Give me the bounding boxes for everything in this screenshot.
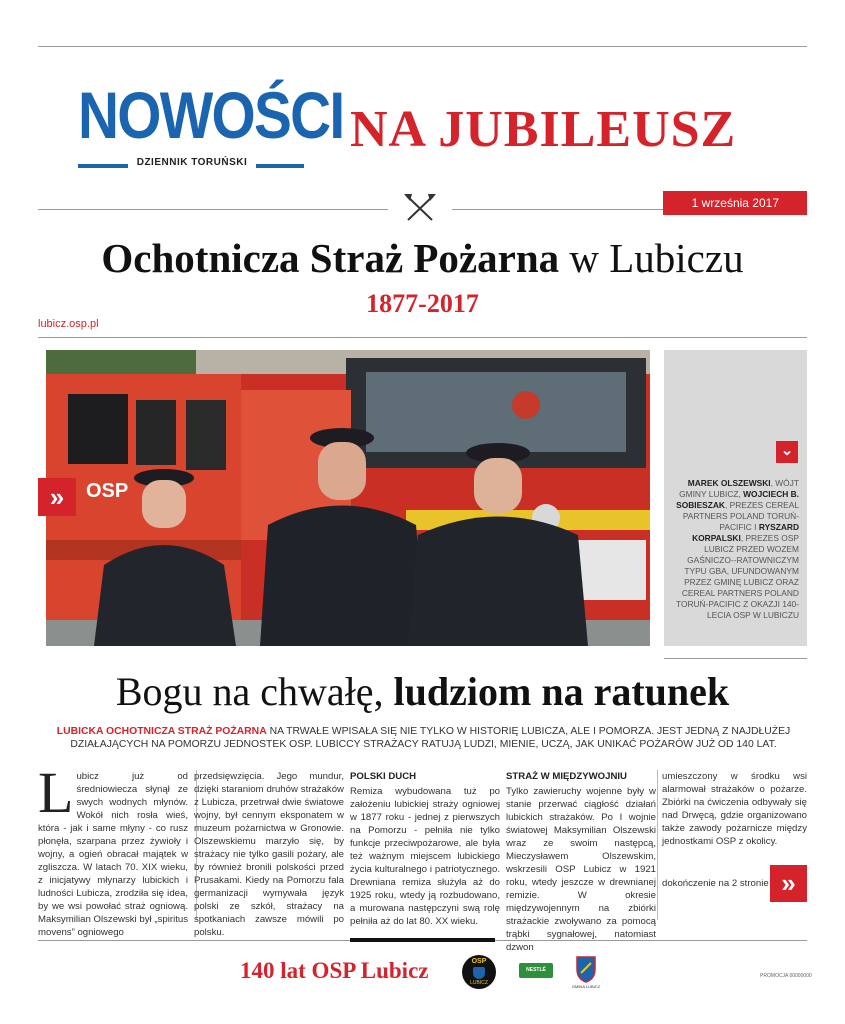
gmina-lubicz-label: GMINA LUBICZ <box>571 984 601 989</box>
caption-role2: , PREZES CEREAL PARTNERS POLAND TORUŃ-PACIFIC I <box>682 500 799 532</box>
gmina-lubicz-crest[interactable] <box>573 955 599 983</box>
article-column-2 <box>194 770 344 939</box>
column-4-text: Tylko zawieruchy wojenne były w stanie przerwać ciągłość działań lubickich strażaków. Po I wojnie światowej Maksymilian Olszewski wraz ze swoim następcą, Mieczysławem Olszewskim, wskrzesili OSP Lubicz w 1921 roku, wtedy jeszcze w drewnianej remizie. W okresie międzywojennym na zbiórki strażackie zwoływano za pomocą trąbki sygnałowej, natomiast dzwon <box>506 786 656 953</box>
caption-name3: RYSZARD KORPALSKI <box>692 522 799 543</box>
firefighters-photo-illustration <box>46 350 650 646</box>
main-headline <box>20 234 825 282</box>
issue-date-badge: 1 września 2017 <box>663 191 807 215</box>
masthead-rule-left <box>38 209 388 210</box>
continue-next-button[interactable]: » <box>770 865 807 902</box>
newspaper-logo[interactable]: NOWOŚCI <box>78 78 344 152</box>
column-divider-5 <box>657 770 658 920</box>
lead-text: NA TRWAŁE WPISAŁA SIĘ NIE TYLKO W HISTORIĘ LUBICZA, ALE I POMORZA. JEST JEDNĄ Z NAJDŁUŻEJ DZIAŁAJĄCYCH NA POMORZU JEDNOSTEK OSP. LUBICCY STRAŻACY RATUJĄ LUDZI, MIENIE, UCZĄ, JAK UNIKAĆ POŻARÓW JUŻ OD 140 LAT. <box>70 726 791 750</box>
crest-icon <box>573 955 599 983</box>
article-column-3 <box>350 770 500 928</box>
footer-title: 140 lat OSP Lubicz <box>240 958 429 983</box>
column-1-text: ubicz już od średniowiecza słynął ze swych wodnych młynów. Wokół nich rosła wieś, która - jak i same młyny - co rusz płonęła, szarpana przez żywioły i wojny, a ogień obracał majątek w zgliszcza. W latach 70. XIX wieku, z inicjatywy młynarzy lubickich i ludności Lubicza, zrodziła się idea, by we wsi powołać straż ogniową. Maksymilian Olszewski był „spiritus movens” ogniowego <box>38 771 188 938</box>
column-3-text: Remiza wybudowana tuż po założeniu lubickiej straży ogniowej w 1877 roku - jednej z pierwszych na Pomorzu - pełniła nie tylko funkcje przeciwpożarowe, ale była też ważnym miejscem lubickiego życia kulturalnego i patriotycznego. Drewniana remiza służyła aż do 1925 roku, wtedy ją rozbudowano, a murowana następczyni swą rolę pełniła aż do lat 80. XX wieku. <box>350 786 500 927</box>
section-title: NA JUBILEUSZ <box>350 101 737 158</box>
logo-subtitle: DZIENNIK TORUŃSKI <box>136 157 248 168</box>
caption-role1: , WÓJT GMINY LUBICZ, <box>679 478 799 499</box>
headline-bold: Ochotnicza Straż Pożarna <box>101 235 560 281</box>
column-2-text: przedsięwzięcia. Jego mundur, dzięki staraniom druhów strażaków z Lubicza, przetrwał dwie światowe wojny, był cennym eksponatem w muzeum pożarnictwa w Gronowie. Olszewskiemu marzyło się, by strażacy nie tylko gasili pożary, ale by również bronili polskości przed Prusakami. Kiedy na Pomorzu fala germanizacji wymywała język polski ze szkół, strażacy na spotkaniach zawsze mówili po polsku. <box>194 771 344 938</box>
continued-note[interactable]: dokończenie na 2 stronie <box>662 878 769 889</box>
article-title <box>20 668 825 715</box>
top-rule <box>38 46 807 47</box>
badge-osp-text: OSP <box>471 958 487 965</box>
footer-accent-bar <box>350 938 495 942</box>
drop-cap: L <box>38 760 74 825</box>
headline-rule <box>38 337 807 338</box>
article-title-normal: Bogu na chwałę, <box>115 669 394 714</box>
lead-highlight: LUBICKA OCHOTNICZA STRAŻ POŻARNA <box>56 726 267 737</box>
photo-prev-button[interactable]: » <box>38 478 76 516</box>
caption-role3: , PREZES OSP LUBICZ PRZED WOZEM GAŚNICZO--RATOWNICZYM TYPU GBA, UFUNDOWANYM PRZEZ GMINĘ LUBICZ ORAZ CEREAL PARTNERS POLAND TORUŃ-PACIFIC Z OKAZJI 140-LECIA OSP W LUBICZU <box>675 533 799 620</box>
column-3-heading: POLSKI DUCH <box>350 771 417 782</box>
website-link[interactable]: lubicz.osp.pl <box>38 318 99 330</box>
article-lead <box>46 725 801 751</box>
logo-bar-right <box>256 164 304 168</box>
anniversary-years: 1877-2017 <box>366 289 479 318</box>
caption-down-button[interactable]: ⌄ <box>776 441 798 463</box>
badge-lubicz-text: LUBICZ <box>470 980 488 986</box>
nestle-badge[interactable] <box>519 963 553 978</box>
column-4-heading: STRAŻ W MIĘDZYWOJNIU <box>506 771 627 782</box>
article-column-5 <box>662 770 807 848</box>
main-photo <box>46 350 650 646</box>
nestle-badge-text: NESTLÉ <box>526 967 546 973</box>
promo-code: PROMOCJA 00000000 <box>760 973 812 979</box>
article-column-1 <box>38 760 188 939</box>
caption-name2: WOJCIECH B. SOBIESZAK <box>676 489 799 510</box>
crossed-axes-icon <box>402 192 438 222</box>
article-column-4 <box>506 770 656 954</box>
logo-bar-left <box>78 164 128 168</box>
shield-icon <box>473 967 485 979</box>
osp-lubicz-badge[interactable] <box>462 955 496 989</box>
article-title-bold: ludziom na ratunek <box>393 669 730 714</box>
column-5-text: umieszczony w środku wsi alarmował strażaków o pożarze. Zbiórki na ćwiczenia odbywały się nad Drwęcą, gdzie organizowano także zawody pożarnicze między jednostkami OSP z okolicy. <box>662 771 807 847</box>
masthead-rule-right <box>452 209 663 210</box>
photo-bottom-rule <box>664 658 807 659</box>
truck-osp-label: OSP <box>86 480 129 502</box>
caption-name1: MAREK OLSZEWSKI <box>687 478 771 488</box>
photo-caption <box>672 478 799 621</box>
headline-rest: w Lubiczu <box>559 235 744 281</box>
